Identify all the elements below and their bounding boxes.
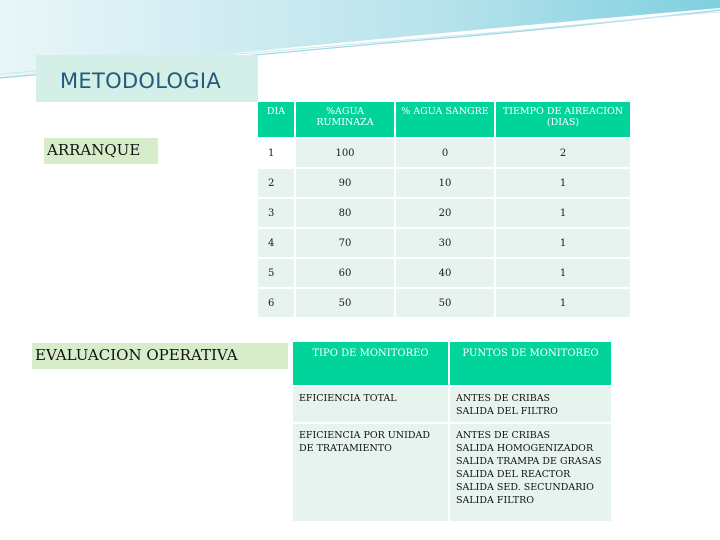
table-row (258, 289, 630, 317)
cell-dia: 6 (258, 289, 294, 317)
header-puntos-monitoreo: PUNTOS DE MONITOREO (450, 342, 611, 385)
table-row (293, 424, 611, 521)
cell-tiempo: 1 (496, 169, 630, 197)
punto-item: ANTES DE CRIBAS (456, 430, 551, 441)
monitoreo-table (291, 340, 613, 523)
title-box (36, 55, 258, 102)
arranque-table (256, 100, 632, 319)
arranque-label: ARRANQUE (44, 138, 158, 164)
table-header-row (293, 342, 611, 385)
cell-agua-sangre: 20 (396, 199, 494, 227)
header-tipo-monitoreo: TIPO DE MONITOREO (293, 342, 448, 385)
punto-item: SALIDA DEL REACTOR (456, 469, 571, 480)
cell-agua-ruminaza: 90 (296, 169, 394, 197)
table-row (258, 169, 630, 197)
cell-agua-sangre: 10 (396, 169, 494, 197)
punto-item: SALIDA FILTRO (456, 495, 535, 506)
cell-agua-ruminaza: 80 (296, 199, 394, 227)
cell-tiempo: 1 (496, 289, 630, 317)
header-agua-sangre: % AGUA SANGRE (396, 102, 494, 137)
table-row (258, 139, 630, 167)
page-title: METODOLOGIA (60, 69, 222, 93)
cell-agua-ruminaza: 100 (296, 139, 394, 167)
header-agua-ruminaza: %AGUA RUMINAZA (296, 102, 394, 137)
cell-tiempo: 1 (496, 259, 630, 287)
cell-dia: 4 (258, 229, 294, 257)
header-dia: DIA (258, 102, 294, 137)
cell-tiempo: 1 (496, 199, 630, 227)
cell-agua-sangre: 40 (396, 259, 494, 287)
cell-agua-ruminaza: 60 (296, 259, 394, 287)
punto-item: SALIDA DEL FILTRO (456, 406, 558, 417)
cell-tiempo: 2 (496, 139, 630, 167)
punto-item: ANTES DE CRIBAS (456, 393, 551, 404)
table-row (258, 259, 630, 287)
punto-item: SALIDA SED. SECUNDARIO (456, 482, 594, 493)
table-header-row (258, 102, 630, 137)
cell-tipo: EFICIENCIA TOTAL (293, 387, 448, 422)
cell-dia: 3 (258, 199, 294, 227)
punto-item: SALIDA HOMOGENIZADOR (456, 443, 594, 454)
cell-tiempo: 1 (496, 229, 630, 257)
table-row (293, 387, 611, 422)
table-row (258, 229, 630, 257)
table-row (258, 199, 630, 227)
cell-tipo: EFICIENCIA POR UNIDAD DE TRATAMIENTO (293, 424, 448, 521)
cell-agua-sangre: 0 (396, 139, 494, 167)
cell-puntos (450, 387, 611, 422)
cell-dia: 2 (258, 169, 294, 197)
cell-agua-ruminaza: 70 (296, 229, 394, 257)
cell-puntos (450, 424, 611, 521)
cell-agua-sangre: 50 (396, 289, 494, 317)
cell-dia: 5 (258, 259, 294, 287)
cell-dia: 1 (258, 139, 294, 167)
cell-agua-sangre: 30 (396, 229, 494, 257)
punto-item: SALIDA TRAMPA DE GRASAS (456, 456, 602, 467)
evaluacion-label: EVALUACION OPERATIVA (32, 343, 288, 369)
header-tiempo-aireacion: TIEMPO DE AIREACION (DIAS) (496, 102, 630, 137)
cell-agua-ruminaza: 50 (296, 289, 394, 317)
